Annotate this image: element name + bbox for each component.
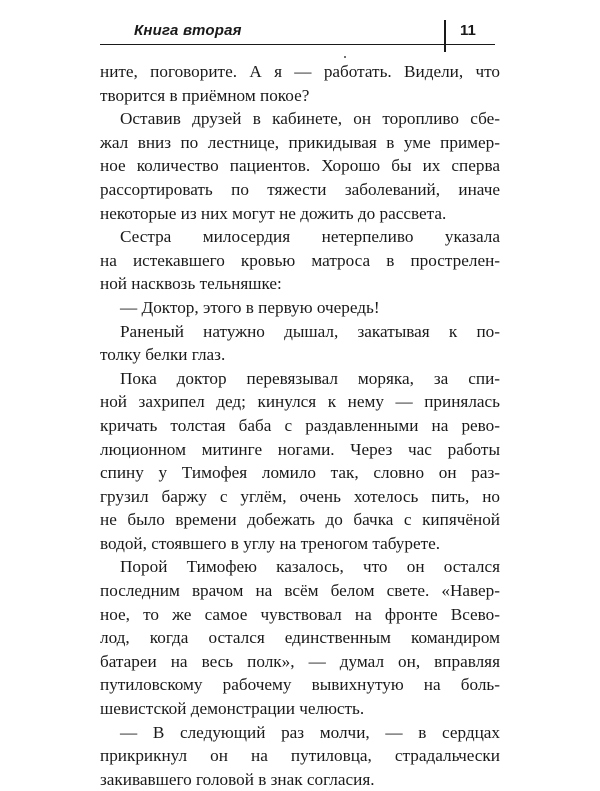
text-line: шевистской демонстрации челюсть.	[100, 699, 365, 719]
text-line: кричать толстая баба с раздавленными на рево-	[100, 415, 500, 435]
text-line: ной насквозь тельняшке:	[100, 274, 282, 294]
text-line: не было времени добежать до бачка с кипячёной	[100, 510, 500, 530]
text-line: ное количество пациентов. Хорошо бы их сперва	[100, 156, 500, 176]
running-header	[100, 18, 495, 45]
text-line: — Доктор, этого в первую очередь!	[120, 297, 380, 317]
text-line: на истекавшего кровью матроса в прострелен-	[100, 250, 500, 270]
text-line: Порой Тимофею казалось, что он остался	[120, 557, 500, 577]
body-text	[100, 60, 500, 791]
book-title: Книга вторая	[134, 22, 242, 39]
text-line: творится в приёмном покое?	[100, 85, 310, 105]
text-line: ное, то же самое чувствовал на фронте Всево-	[100, 604, 500, 624]
text-line: рассортировать по тяжести заболеваний, иначе	[100, 179, 500, 199]
print-speck	[344, 56, 346, 58]
text-line: люционном митинге ногами. Через час работы	[100, 439, 500, 459]
text-line: закивавшего головой в знак согласия.	[100, 769, 375, 789]
text-line: лод, когда остался единственным командиром	[100, 628, 500, 648]
text-line: Оставив друзей в кабинете, он торопливо сбе-	[120, 109, 500, 129]
text-line: Пока доктор перевязывал моряка, за спи-	[120, 368, 500, 388]
text-line: путиловскому рабочему вывихнутую на боль-	[100, 675, 500, 695]
text-line: спину у Тимофея ломило так, словно он раз-	[100, 463, 500, 483]
text-line: водой, стоявшего в углу на треногом табурете.	[100, 533, 441, 553]
text-line: ной захрипел дед; кинулся к нему — принялась	[100, 392, 500, 412]
page-number: 11	[460, 22, 476, 39]
text-line: прикрикнул он на путиловца, страдальчески	[100, 746, 500, 766]
text-line: некоторые из них могут не дожить до рассвета.	[100, 203, 447, 223]
text-line: — В следующий раз молчи, — в сердцах	[120, 722, 500, 742]
text-line: батареи на весь полк», — думал он, вправляя	[100, 651, 500, 671]
text-line: ните, поговорите. А я — работать. Видели, что	[100, 62, 500, 81]
text-line: Сестра милосердия нетерпеливо указала	[120, 227, 500, 247]
text-line: грузил баржу с углём, очень хотелось пить, но	[100, 486, 500, 506]
text-line: жал вниз по лестнице, прикидывая в уме пример-	[100, 132, 500, 152]
text-line: последним врачом на всём белом свете. «Навер-	[100, 581, 500, 601]
text-line: толку белки глаз.	[100, 345, 226, 365]
header-divider	[444, 20, 446, 52]
text-line: Раненый натужно дышал, закатывая к по-	[120, 321, 500, 341]
